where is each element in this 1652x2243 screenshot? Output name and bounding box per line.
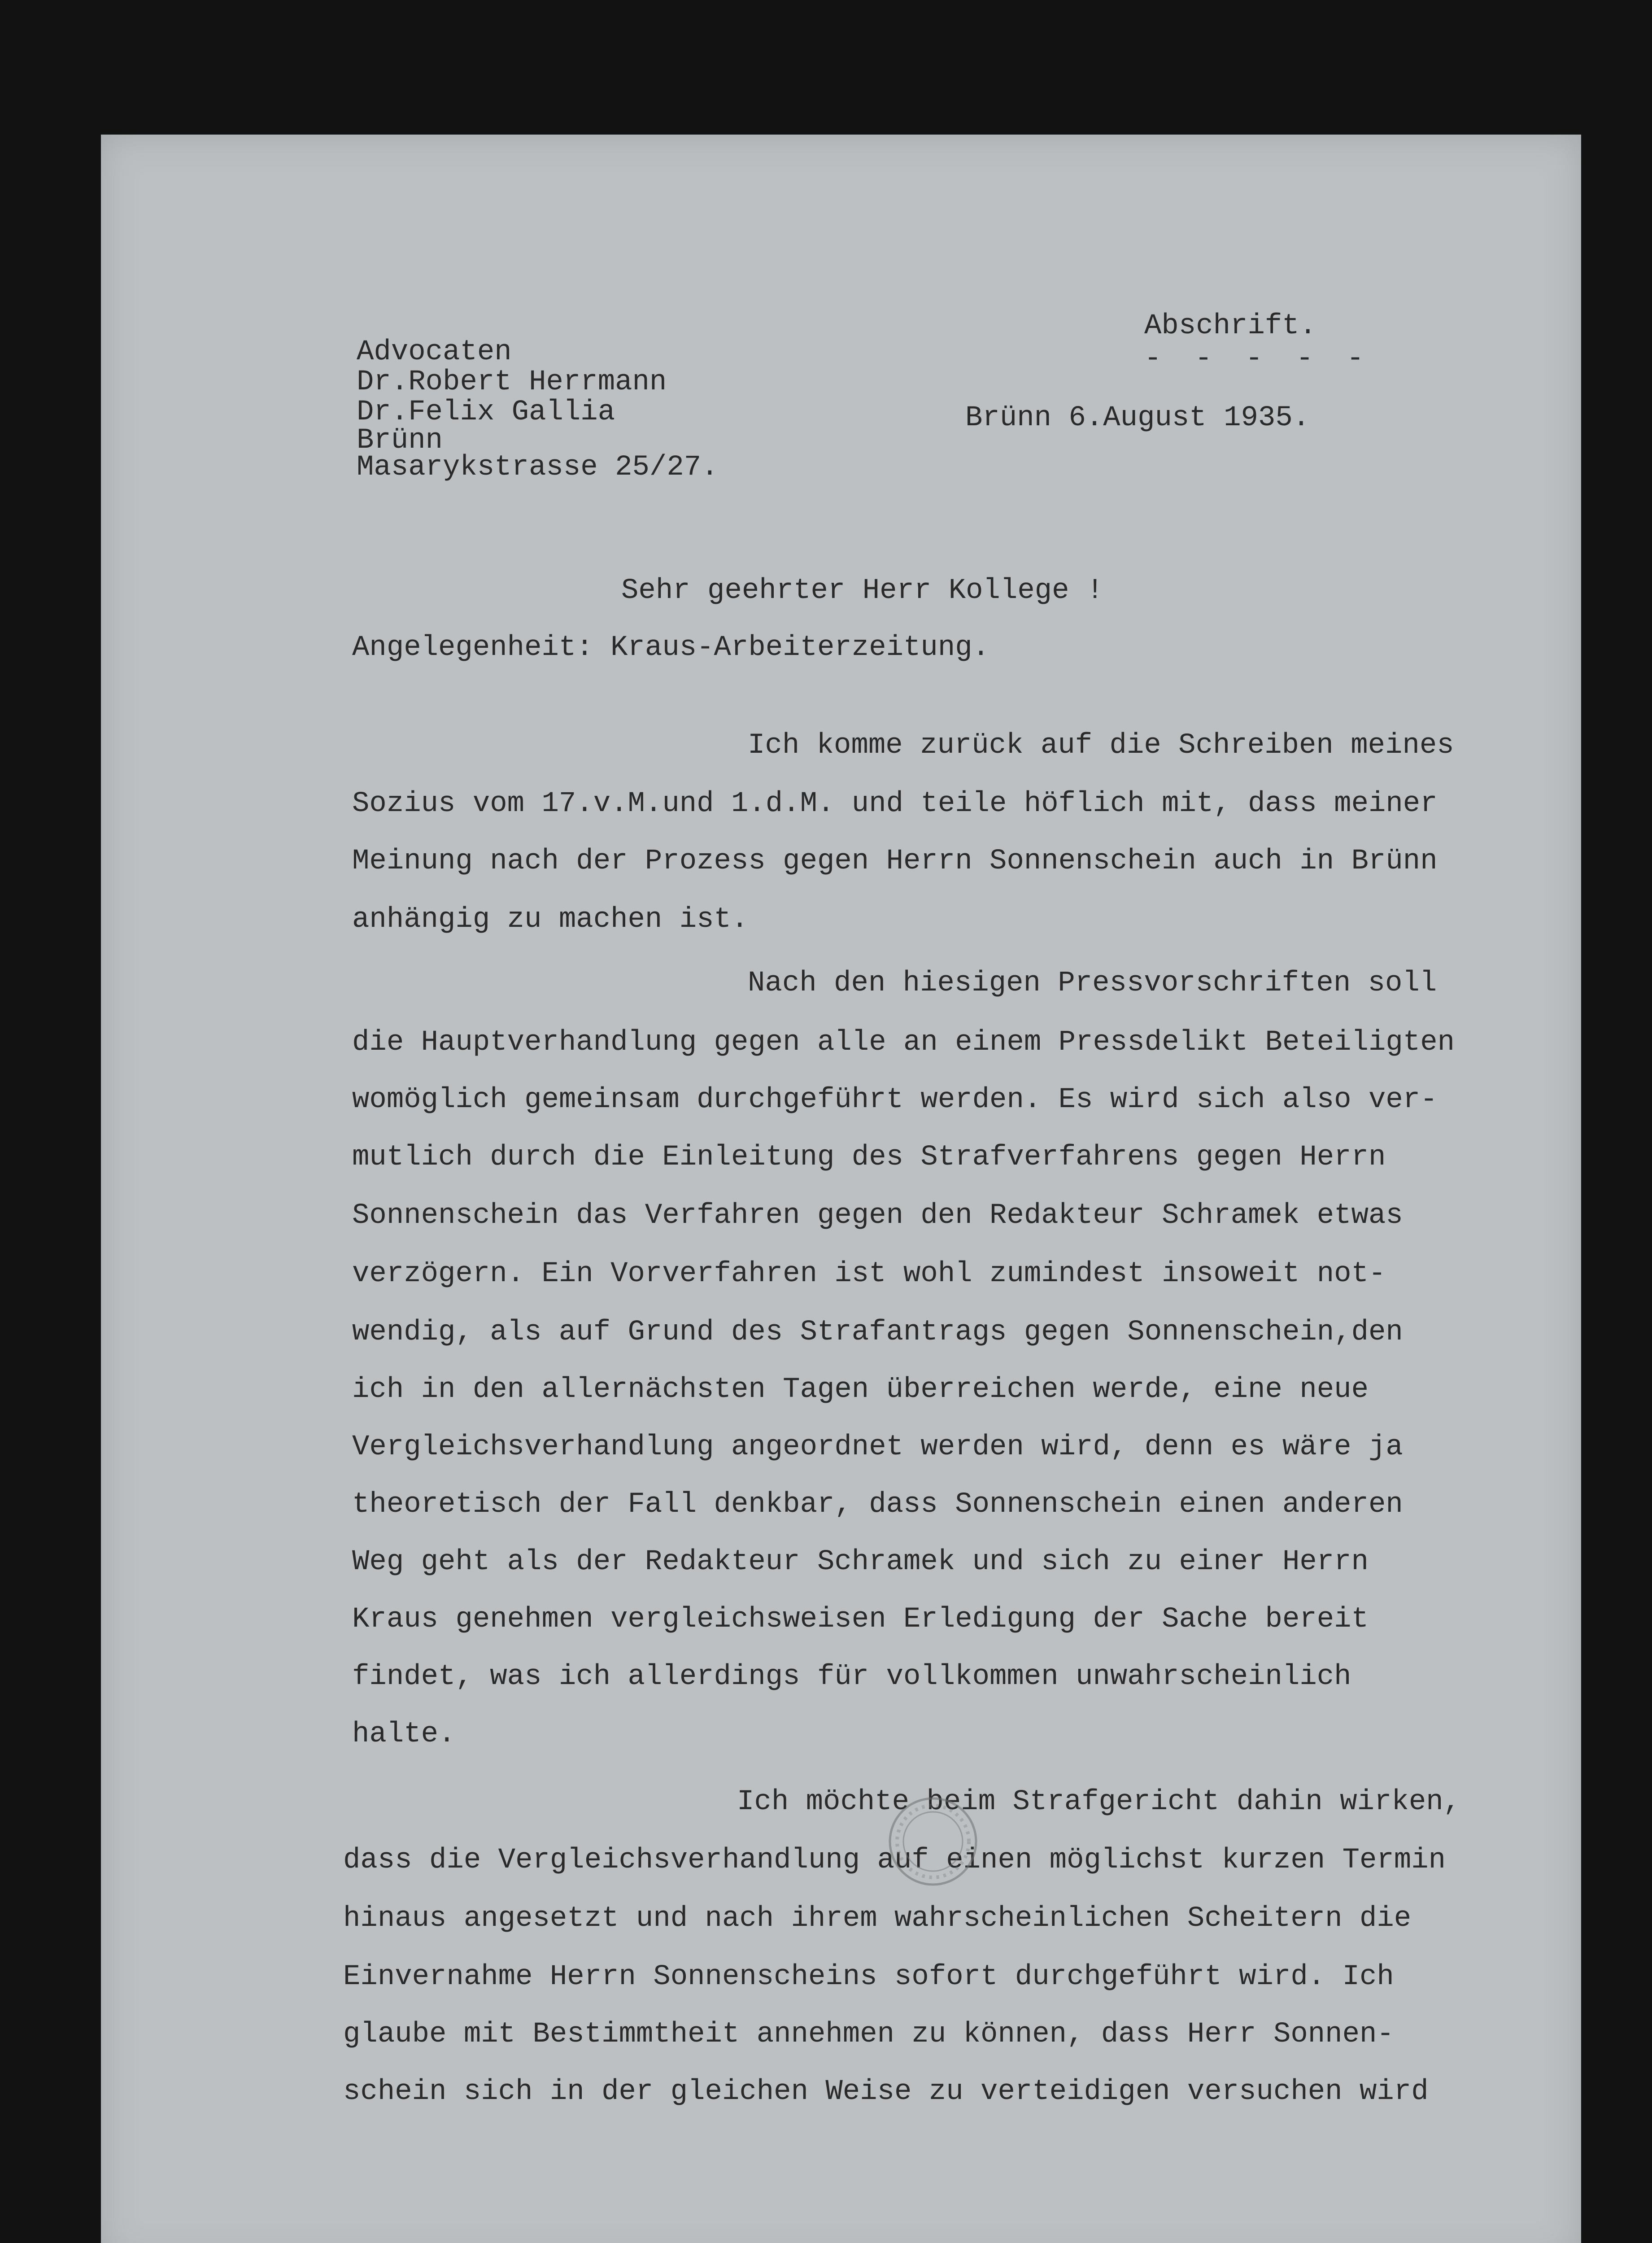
body-line: anhängig zu machen ist.: [352, 903, 749, 936]
body-line: ich in den allernächsten Tagen überreichen werde, eine neue: [352, 1374, 1369, 1406]
body-line: verzögern. Ein Vorverfahren ist wohl zumindest insoweit not-: [352, 1258, 1386, 1290]
body-line: dass die Vergleichsverhandlung auf einen möglichst kurzen Termin: [343, 1844, 1446, 1876]
body-line: womöglich gemeinsam durchgeführt werden. Es wird sich also ver-: [352, 1084, 1438, 1116]
body-line: Sozius vom 17.v.M.und 1.d.M. und teile höflich mit, dass meiner: [352, 788, 1438, 820]
sender-line-5: Masarykstrasse 25/27.: [357, 451, 719, 484]
place-date: Brünn 6.August 1935.: [965, 402, 1310, 434]
body-line: die Hauptverhandlung gegen alle an einem Pressdelikt Beteiligten: [352, 1026, 1455, 1059]
body-line: mutlich durch die Einleitung des Strafverfahrens gegen Herrn: [352, 1141, 1386, 1174]
body-line: Weg geht als der Redakteur Schramek und sich zu einer Herrn: [352, 1546, 1369, 1578]
salutation: Sehr geehrter Herr Kollege !: [621, 575, 1104, 607]
subject-line: Angelegenheit: Kraus-Arbeiterzeitung.: [352, 632, 990, 664]
sender-line-2: Dr.Robert Herrmann: [357, 366, 667, 398]
body-line: wendig, als auf Grund des Strafantrags gegen Sonnenschein,den: [352, 1316, 1403, 1348]
body-line: Vergleichsverhandlung angeordnet werden wird, denn es wäre ja: [352, 1431, 1403, 1463]
body-line: Meinung nach der Prozess gegen Herrn Sonnenschein auch in Brünn: [352, 845, 1438, 877]
body-line: theoretisch der Fall denkbar, dass Sonnenschein einen anderen: [352, 1488, 1403, 1521]
body-line: Einvernahme Herrn Sonnenscheins sofort durchgeführt wird. Ich: [343, 1961, 1394, 1993]
copy-underline: - - - - -: [1144, 343, 1372, 375]
sender-line-3: Dr.Felix Gallia: [357, 396, 615, 428]
body-line: halte.: [352, 1718, 456, 1750]
letter-page: [101, 135, 1581, 2243]
sender-line-1: Advocaten: [357, 336, 512, 368]
body-line: schein sich in der gleichen Weise zu verteidigen versuchen wird: [343, 2076, 1429, 2108]
body-line: glaube mit Bestimmtheit annehmen zu können, dass Herr Sonnen-: [343, 2018, 1394, 2051]
archive-stamp-icon: [886, 1794, 980, 1889]
body-line: Ich möchte beim Strafgericht dahin wirken,: [737, 1786, 1461, 1818]
body-line: Nach den hiesigen Pressvorschriften soll: [748, 967, 1437, 999]
sender-line-4: Brünn: [357, 424, 443, 457]
body-line: hinaus angesetzt und nach ihrem wahrscheinlichen Scheitern die: [343, 1903, 1412, 1935]
body-line: Ich komme zurück auf die Schreiben meines: [748, 729, 1454, 762]
body-line: findet, was ich allerdings für vollkommen unwahrscheinlich: [352, 1661, 1351, 1693]
body-line: Kraus genehmen vergleichsweisen Erledigung der Sache bereit: [352, 1603, 1369, 1636]
body-line: Sonnenschein das Verfahren gegen den Redakteur Schramek etwas: [352, 1200, 1403, 1232]
copy-label: Abschrift.: [1144, 310, 1317, 342]
